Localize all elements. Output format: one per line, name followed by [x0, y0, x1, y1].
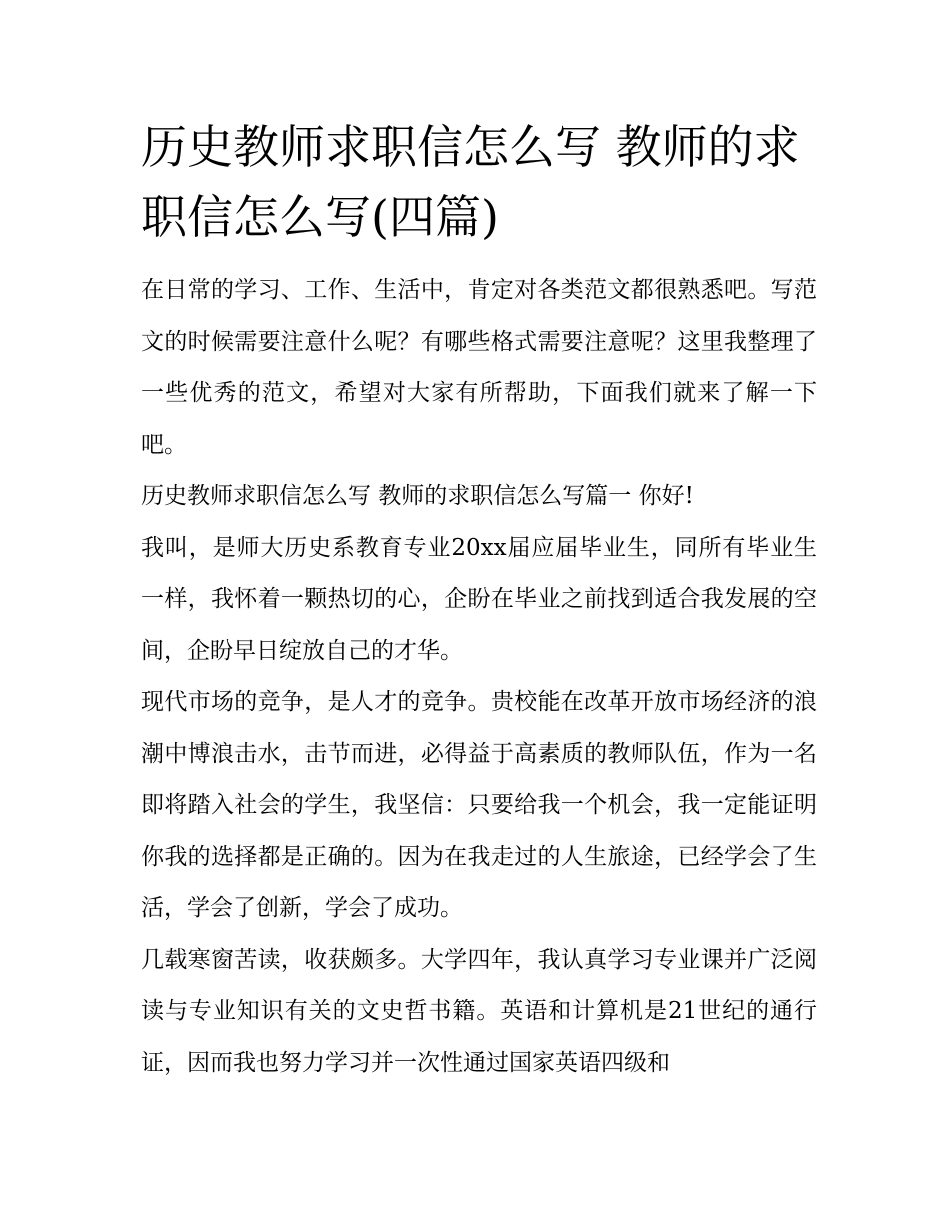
- paragraph-intro: 在日常的学习、工作、生活中，肯定对各类范文都很熟悉吧。写范文的时候需要注意什么呢？有哪些格式需要注意呢？这里我整理了一些优秀的范文，希望对大家有所帮助，下面我们就来了解一下吧。: [141, 277, 817, 458]
- paragraph-study: 几载寒窗苦读，收获颇多。大学四年，我认真学习专业课并广泛阅读与专业知识有关的文史哲书籍。英语和计算机是21世纪的通行证，因而我也努力学习并一次性通过国家英语四级和: [141, 946, 817, 1076]
- paragraph-heading-letter-one: 历史教师求职信怎么写 教师的求职信怎么写篇一 你好!: [141, 483, 694, 509]
- paragraph-competition: 现代市场的竞争，是人才的竞争。贵校能在改革开放市场经济的浪潮中博浪击水，击节而进，必得益于高素质的教师队伍，作为一名即将踏入社会的学生，我坚信：只要给我一个机会，我一定能证明你我的选择都是正确的。因为在我走过的人生旅途，已经学会了生活，学会了创新，学会了成功。: [141, 689, 817, 921]
- document-title: 历史教师求职信怎么写 教师的求职信怎么写(四篇): [141, 120, 800, 244]
- document-page: [141, 112, 817, 1089]
- document-body: [141, 265, 817, 1089]
- paragraph-self-introduction: 我叫，是师大历史系教育专业20xx届应届毕业生，同所有毕业生一样，我怀着一颗热切的心，企盼在毕业之前找到适合我发展的空间，企盼早日绽放自己的才华。: [141, 534, 817, 664]
